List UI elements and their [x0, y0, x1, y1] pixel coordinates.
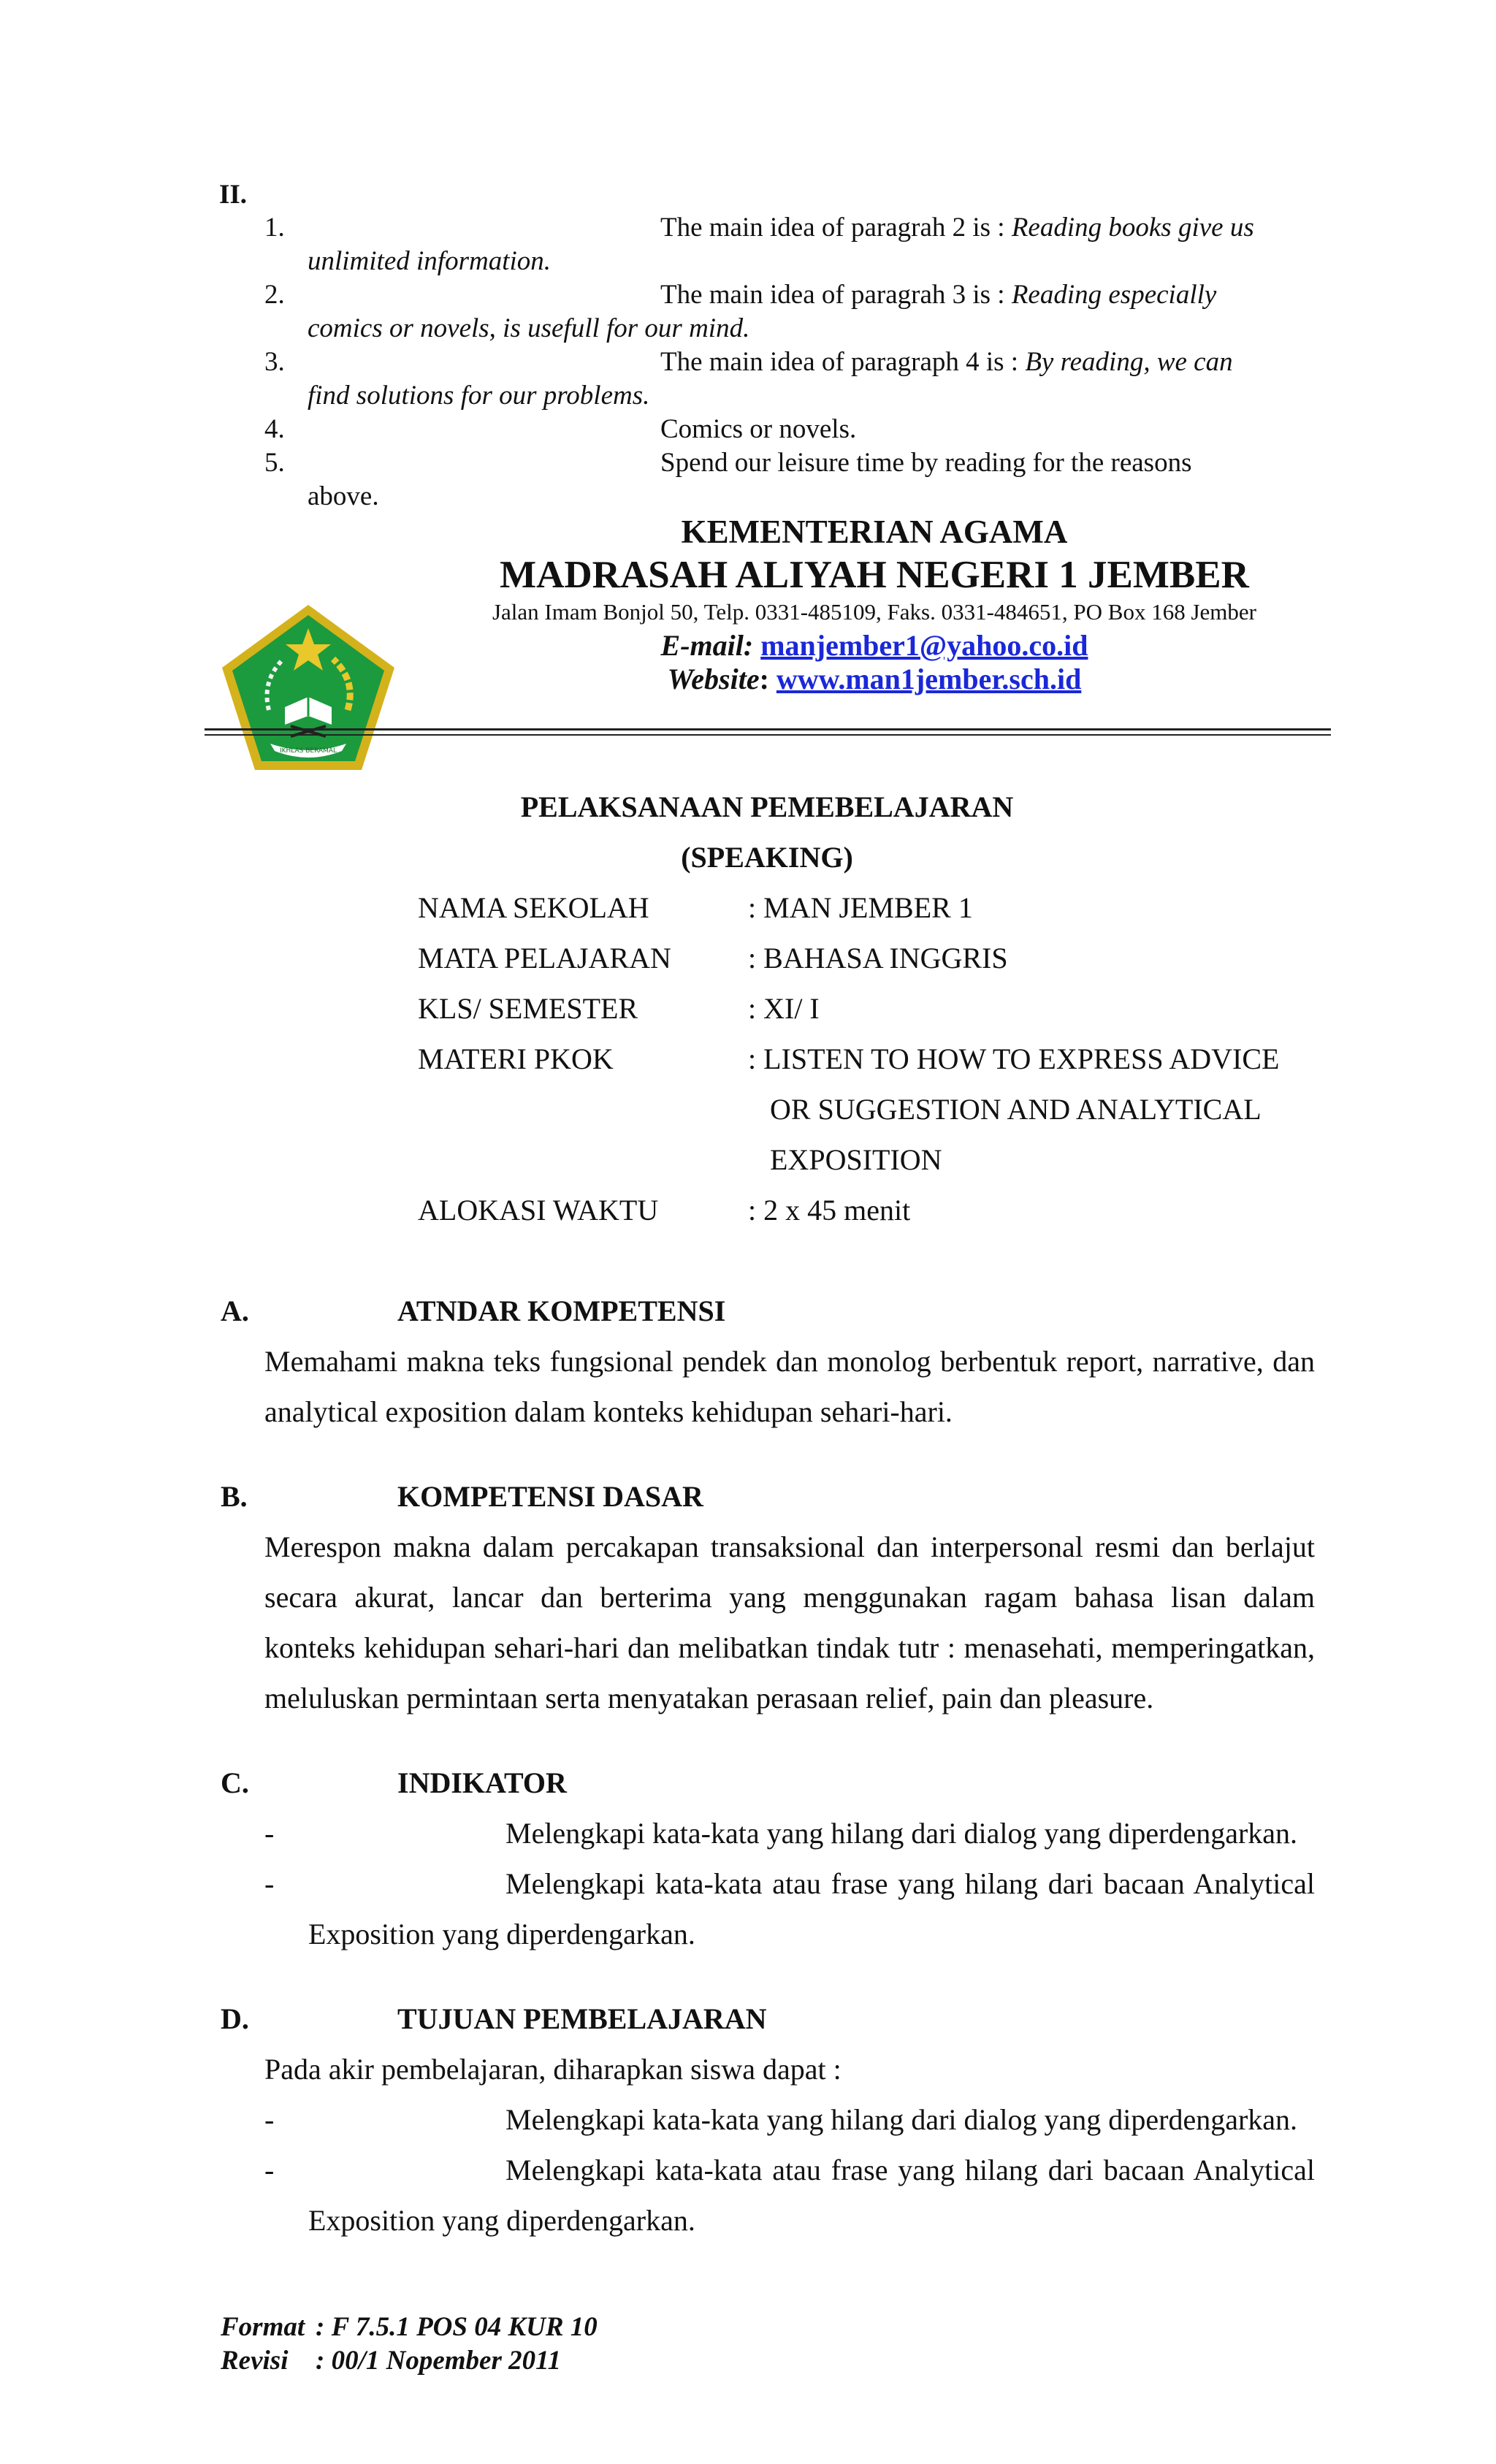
school-address: Jalan Imam Bonjol 50, Telp. 0331-485109, Faks. 0331-484651, PO Box 168 Jember [492, 599, 1257, 625]
section-heading: ATNDAR KOMPETENSI [397, 1294, 726, 1327]
info-value: : BAHASA INGGRIS [748, 942, 1008, 974]
letterhead-divider-top [205, 728, 1331, 731]
paragraph-line: secara akurat, lancar dan berterima yang menggunakan ragam bahasa lisan dalam [264, 1581, 1315, 1614]
info-value-continuation: OR SUGGESTION AND ANALYTICAL [770, 1093, 1262, 1126]
footer-format-value: : F 7.5.1 POS 04 KUR 10 [316, 2312, 598, 2342]
answer-continuation: unlimited information. [308, 246, 551, 276]
ministry-name: KEMENTERIAN AGAMA [681, 514, 1068, 550]
roman-numeral-label: II. [219, 180, 248, 210]
info-key: NAMA SEKOLAH [418, 891, 649, 924]
bullet-text: Melengkapi kata-kata atau frase yang hilang dari bacaan Analytical [505, 2154, 1315, 2186]
bullet-dash: - [264, 1817, 275, 1850]
info-value: : LISTEN TO HOW TO EXPRESS ADVICE [748, 1042, 1280, 1075]
answer-number: 1. [264, 213, 285, 243]
website-colon: : [759, 663, 769, 695]
info-key: KLS/ SEMESTER [418, 992, 638, 1025]
info-value: : XI/ I [748, 992, 820, 1025]
answer-text: The main idea of paragrah 2 is : Reading books give us [660, 213, 1254, 243]
bullet-text: Melengkapi kata-kata yang hilang dari dialog yang diperdengarkan. [505, 1817, 1298, 1850]
section-letter: A. [221, 1294, 249, 1327]
answer-number: 5. [264, 448, 285, 478]
section-heading: KOMPETENSI DASAR [397, 1480, 703, 1513]
section-letter: C. [221, 1766, 249, 1799]
paragraph-line: analytical exposition dalam konteks kehidupan sehari-hari. [264, 1395, 953, 1428]
paragraph-line: Memahami makna teks fungsional pendek dan monolog berbentuk report, narrative, dan [264, 1345, 1315, 1378]
bullet-dash: - [264, 1867, 275, 1900]
section-intro: Pada akir pembelajaran, diharapkan siswa dapat : [264, 2053, 842, 2086]
paragraph-line: konteks kehidupan sehari-hari dan melibatkan tindak tutr : menasehati, memperingatkan, [264, 1631, 1315, 1664]
school-name: MADRASAH ALIYAH NEGERI 1 JEMBER [500, 554, 1249, 596]
document-title: PELAKSANAAN PEMEBELAJARAN [520, 790, 1014, 823]
info-value: : MAN JEMBER 1 [748, 891, 973, 924]
paragraph-line: Merespon makna dalam percakapan transaksional dan interpersonal resmi dan berlajut [264, 1530, 1315, 1563]
section-heading: INDIKATOR [397, 1766, 567, 1799]
answer-text: The main idea of paragrah 3 is : Reading especially [660, 280, 1217, 310]
email-label: E-mail: [660, 629, 754, 662]
footer-revisi-label: Revisi [221, 2346, 289, 2376]
email-line [394, 627, 1354, 665]
ministry-logo [218, 600, 399, 776]
bullet-continuation: Exposition yang diperdengarkan. [308, 2204, 695, 2237]
answer-continuation: comics or novels, is usefull for our mind. [308, 313, 750, 343]
website-link[interactable]: www.man1jember.sch.id [776, 663, 1082, 695]
info-value-continuation: EXPOSITION [770, 1143, 942, 1176]
info-value: : 2 x 45 menit [748, 1194, 911, 1227]
answer-continuation: find solutions for our problems. [308, 381, 650, 411]
bullet-continuation: Exposition yang diperdengarkan. [308, 1918, 695, 1950]
answer-text: Spend our leisure time by reading for the reasons [660, 448, 1192, 478]
email-link[interactable]: manjember1@yahoo.co.id [760, 629, 1088, 662]
info-key: MATERI PKOK [418, 1042, 614, 1075]
bullet-text: Melengkapi kata-kata yang hilang dari dialog yang diperdengarkan. [505, 2103, 1298, 2136]
bullet-text: Melengkapi kata-kata atau frase yang hilang dari bacaan Analytical [505, 1867, 1315, 1900]
footer-revisi-value: : 00/1 Nopember 2011 [316, 2346, 562, 2376]
answer-text: Comics or novels. [660, 414, 857, 444]
answer-number: 3. [264, 347, 285, 377]
answer-continuation: above. [308, 481, 379, 511]
document-subtitle: (SPEAKING) [681, 841, 853, 874]
footer-format-label: Format [221, 2312, 305, 2342]
bullet-dash: - [264, 2103, 275, 2136]
section-heading: TUJUAN PEMBELAJARAN [397, 2002, 767, 2035]
bullet-dash: - [264, 2154, 275, 2186]
info-key: ALOKASI WAKTU [418, 1194, 659, 1227]
paragraph-line: meluluskan permintaan serta menyatakan perasaan relief, pain dan pleasure. [264, 1682, 1154, 1714]
section-letter: B. [221, 1480, 248, 1513]
answer-text: The main idea of paragraph 4 is : By reading, we can [660, 347, 1233, 377]
answer-number: 2. [264, 280, 285, 310]
info-key: MATA PELAJARAN [418, 942, 671, 974]
website-label: Website [667, 663, 760, 695]
website-line [394, 660, 1354, 698]
answer-number: 4. [264, 414, 285, 444]
logo-motto-text: IKHLAS BERAMAL [279, 747, 337, 755]
section-letter: D. [221, 2002, 249, 2035]
letterhead-divider-bottom [205, 734, 1331, 736]
